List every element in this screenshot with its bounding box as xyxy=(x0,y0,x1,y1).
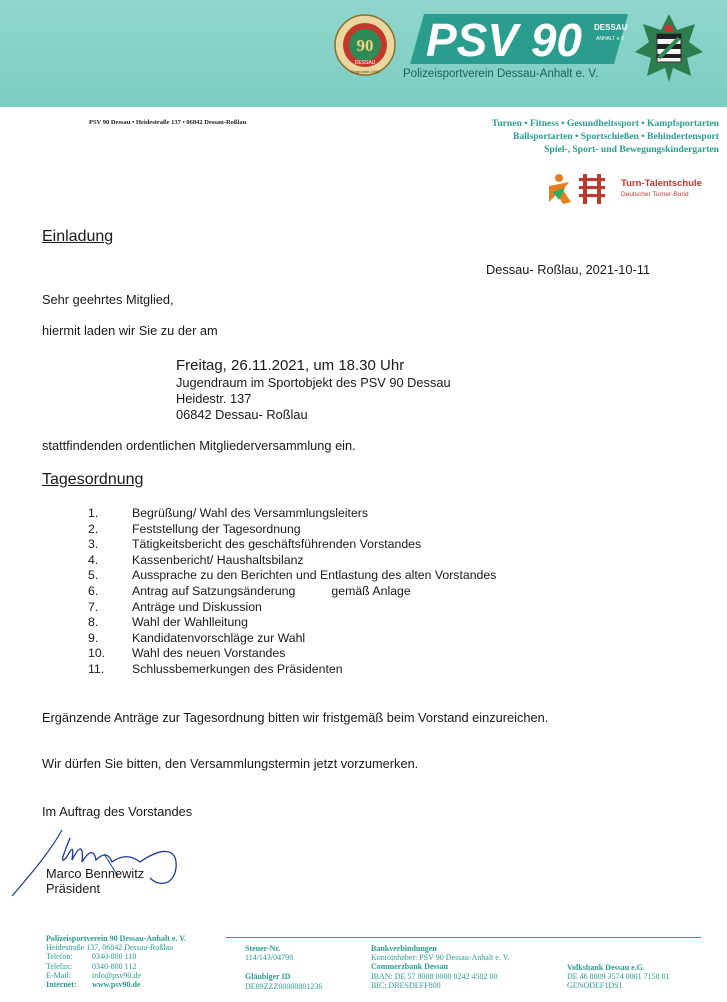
fax-label: Telefax: xyxy=(46,961,73,971)
agenda-text: Tätigkeitsbericht des geschäftsführenden Vorstandes xyxy=(132,537,422,552)
agenda-extra: gemäß Anlage xyxy=(331,583,411,598)
agenda-heading: Tagesordnung xyxy=(42,471,144,488)
footer-web-row xyxy=(46,980,186,989)
bank2-iban: DE 46 8009 3574 0001 7158 01 xyxy=(567,972,670,982)
svg-text:DESSAU: DESSAU xyxy=(354,60,376,66)
event-city: 06842 Dessau- Roßlau xyxy=(176,407,308,422)
agenda-item xyxy=(88,584,496,600)
agenda-item xyxy=(88,615,496,631)
bank1-bic: BIC: DRESDEFF800 xyxy=(371,980,441,990)
agenda-text: Wahl der Wahlleitung xyxy=(132,615,248,630)
svg-text:DESSAU: DESSAU xyxy=(594,23,628,32)
sports-line: Turnen • Fitness • Gesundheitssport • Kampfsportarten xyxy=(491,118,719,129)
footer-bank-second xyxy=(567,963,670,991)
club-subtitle: Polizeisportverein Dessau-Anhalt e. V. xyxy=(403,68,599,80)
tax-label: Steuer-Nr. xyxy=(245,944,281,953)
agenda-item xyxy=(88,522,496,538)
email-link[interactable]: info@psv90.de xyxy=(92,970,141,980)
web-link[interactable]: www.psv90.de xyxy=(92,980,141,990)
agenda-item xyxy=(88,662,496,678)
agenda-number: 6. xyxy=(88,583,99,598)
svg-text:ANHALT e.V.: ANHALT e.V. xyxy=(596,36,626,42)
agenda-number: 1. xyxy=(88,506,99,520)
agenda-text: Aussprache zu den Berichten und Entlastung des alten Vorstandes xyxy=(132,568,497,583)
svg-text:PSV 90: PSV 90 xyxy=(426,14,582,66)
agenda-item xyxy=(88,646,496,662)
footer-contact xyxy=(46,934,186,989)
phone-value: 0340-800 110 xyxy=(92,952,137,962)
bank2-bic: GENODEF1DS1 xyxy=(567,981,623,991)
event-datetime: Freitag, 26.11.2021, um 18.30 Uhr xyxy=(176,357,405,374)
paragraph-motions: Ergänzende Anträge zur Tagesordnung bitten wir fristgemäß beim Vorstand einzureichen. xyxy=(42,710,549,725)
agenda-item xyxy=(88,600,496,616)
tax-value: 114/143/04798 xyxy=(245,953,294,963)
web-label: Internet: xyxy=(46,980,77,990)
phone-label: Telefon: xyxy=(46,952,73,962)
agenda-number: 11. xyxy=(88,661,105,676)
agenda-text: Antrag auf Satzungsänderung xyxy=(132,583,296,598)
fax-value: 0340-800 112 xyxy=(92,961,137,971)
closing-intro: stattfindenden ordentlichen Mitgliederversammlung ein. xyxy=(42,438,356,453)
police-star-emblem xyxy=(633,12,705,84)
bank1-name: Commerzbank Dessau xyxy=(371,962,449,972)
agenda-text: Anträge und Diskussion xyxy=(132,599,262,614)
footer-bank-main xyxy=(371,944,509,990)
agenda-number: 5. xyxy=(88,568,99,583)
agenda-number: 10. xyxy=(88,646,106,661)
signer-title: Präsident xyxy=(46,881,101,896)
agenda-text: Wahl des neuen Vorstandes xyxy=(132,646,286,661)
sports-list xyxy=(492,117,719,156)
agenda-item xyxy=(88,537,496,553)
event-details xyxy=(176,357,451,423)
letter-date: Dessau- Roßlau, 2021-10-11 xyxy=(486,262,651,277)
footer-tax xyxy=(245,944,322,991)
salutation: Sehr geehrtes Mitglied, xyxy=(42,292,174,307)
footer-divider xyxy=(226,937,701,938)
footer-org: Polizeisportverein 90 Dessau-Anhalt e. V. xyxy=(46,934,186,943)
svg-text:Gegründet 1990: Gegründet 1990 xyxy=(350,69,380,74)
agenda-text: Feststellung der Tagesordnung xyxy=(132,521,301,536)
agenda-number: 3. xyxy=(88,537,99,552)
agenda-text: Begrüßung/ Wahl des Versammlungsleiters xyxy=(132,506,369,520)
email-label: E-Mail: xyxy=(46,970,71,980)
letter-heading: Einladung xyxy=(42,228,114,245)
talent-subtitle: Deutscher Turner-Bund xyxy=(621,191,689,198)
talent-title: Turn-Talentschule xyxy=(621,178,702,189)
agenda-item xyxy=(88,506,496,522)
agenda-text: Schlussbemerkungen des Präsidenten xyxy=(132,661,343,676)
agenda-number: 7. xyxy=(88,599,99,614)
signer-block xyxy=(46,866,144,896)
event-place: Jugendraum im Sportobjekt des PSV 90 Dessau xyxy=(176,375,451,390)
footer-address: Heidestraße 137, 06842 Dessau-Roßlau xyxy=(46,943,174,953)
agenda-number: 4. xyxy=(88,552,99,567)
letterhead-banner xyxy=(0,0,727,107)
paragraph-reminder: Wir dürfen Sie bitten, den Versammlungstermin jetzt vorzumerken. xyxy=(42,756,419,771)
club-badge-logo xyxy=(334,14,396,76)
agenda-text: Kassenbericht/ Haushaltsbilanz xyxy=(132,552,304,567)
agenda-number: 2. xyxy=(88,521,99,536)
svg-text:90: 90 xyxy=(356,36,374,55)
bank-heading: Bankverbindungen xyxy=(371,944,437,953)
event-street: Heidestr. 137 xyxy=(176,391,252,406)
intro-text: hiermit laden wir Sie zu der am xyxy=(42,323,218,338)
footer-email-row xyxy=(46,971,186,980)
sports-line: Spiel-, Sport- und Bewegungskindergarten xyxy=(544,144,719,155)
agenda-item xyxy=(88,568,496,584)
creditor-label: Gläubiger ID xyxy=(245,972,291,982)
on-behalf-line: Im Auftrag des Vorstandes xyxy=(42,804,193,819)
bank1-iban: IBAN: DE 57 8008 0000 0242 4502 00 xyxy=(371,971,498,981)
agenda-list xyxy=(88,506,496,678)
gymnast-icon xyxy=(545,172,609,206)
bank2-name: Volksbank Dessau e.G. xyxy=(567,963,645,972)
talent-school-logo xyxy=(545,170,715,210)
psv90-wordmark xyxy=(410,12,628,66)
account-holder: Kontoinhaber: PSV 90 Dessau-Anhalt e. V. xyxy=(371,953,510,963)
signer-name: Marco Bennewitz xyxy=(46,866,145,881)
footer-phone-row xyxy=(46,952,186,961)
creditor-value: DE89ZZZ00000801236 xyxy=(245,981,323,991)
sender-address: PSV 90 Dessau • Heidestraße 137 • 06842 Dessau-Roßlau xyxy=(89,119,247,126)
agenda-item xyxy=(88,631,496,647)
agenda-item xyxy=(88,553,496,569)
agenda-number: 8. xyxy=(88,615,99,630)
agenda-number: 9. xyxy=(88,630,99,645)
sports-line: Ballsportarten • Sportschießen • Behindertensport xyxy=(512,131,719,142)
footer-fax-row xyxy=(46,962,186,971)
agenda-text: Kandidatenvorschläge zur Wahl xyxy=(132,630,306,645)
